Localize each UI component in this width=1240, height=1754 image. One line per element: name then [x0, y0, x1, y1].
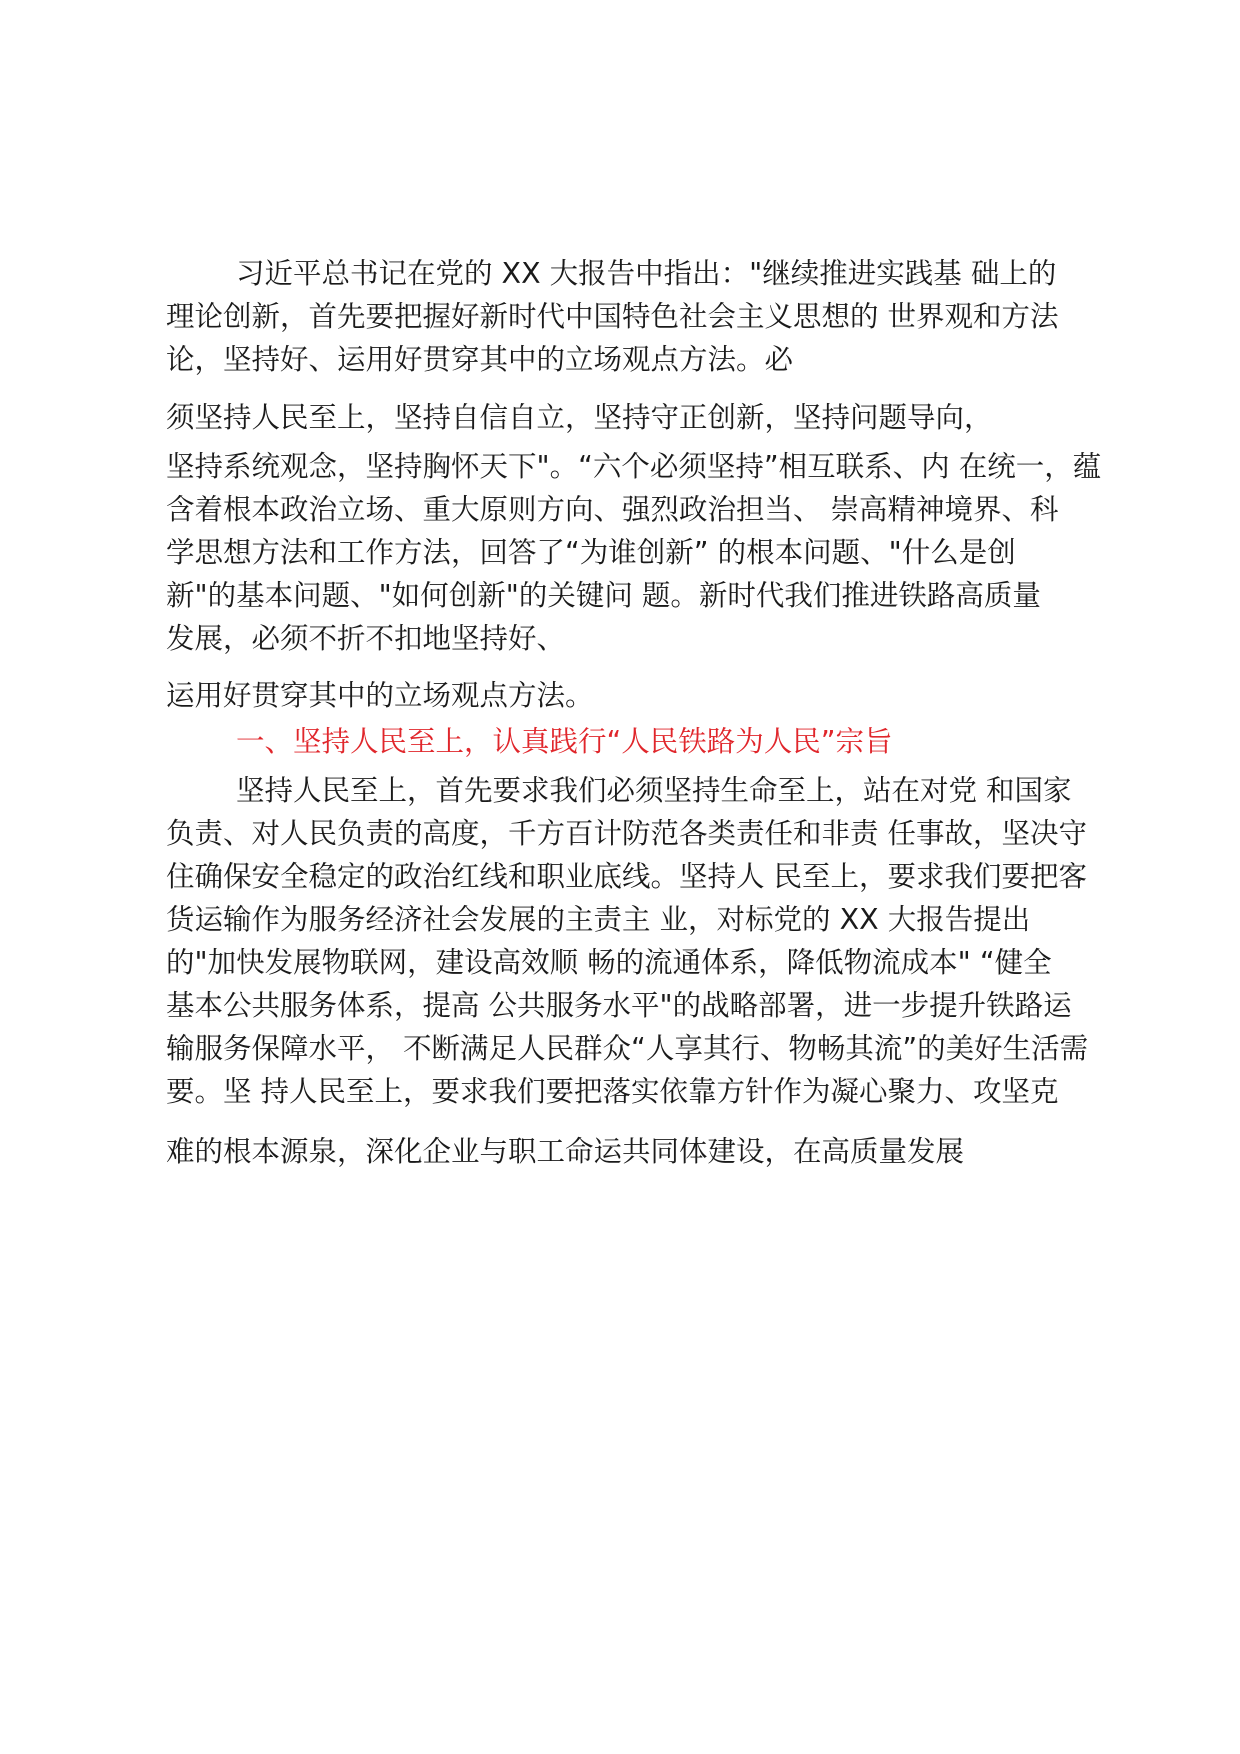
- paragraph-line: 论，坚持好、运用好贯穿其中的立场观点方法。必: [166, 343, 794, 376]
- paragraph-line: 理论创新，首先要把握好新时代中国特色社会主义思想的 世界观和方法: [166, 300, 1059, 333]
- section-heading: 一、坚持人民至上，认真践行“人民铁路为人民”宗旨: [236, 725, 893, 758]
- paragraph-line: 负责、对人民负责的高度，千方百计防范各类责任和非责 任事故，坚决守: [166, 817, 1088, 850]
- paragraph-line: 住确保安全稳定的政治红线和职业底线。坚持人 民至上，要求我们要把客: [166, 860, 1088, 893]
- paragraph-line: 难的根本源泉，深化企业与职工命运共同体建设，在高质量发展: [166, 1135, 965, 1168]
- paragraph-line: 输服务保障水平， 不断满足人民群众“人享其行、物畅其流”的美好生活需: [166, 1032, 1089, 1065]
- paragraph-line: 新"的基本问题、"如何创新"的关键问 题。新时代我们推进铁路高质量: [166, 579, 1041, 612]
- paragraph-line: 学思想方法和工作方法，回答了“为谁创新” 的根本问题、"什么是创: [166, 536, 1016, 569]
- paragraph-line: 坚持人民至上，首先要求我们必须坚持生命至上，站在对党 和国家: [236, 774, 1072, 807]
- paragraph-line: 含着根本政治立场、重大原则方向、强烈政治担当、 崇高精神境界、科: [166, 493, 1059, 526]
- paragraph-line: 习近平总书记在党的 XX 大报告中指出："继续推进实践基 础上的: [236, 257, 1057, 290]
- paragraph-line: 须坚持人民至上，坚持自信自立，坚持守正创新，坚持问题导向，: [166, 401, 993, 434]
- paragraph-line: 坚持系统观念，坚持胸怀天下"。“六个必须坚持”相互联系、内 在统一，蕴: [166, 450, 1102, 483]
- paragraph-line: 要。坚 持人民至上，要求我们要把落实依靠方针作为凝心聚力、攻坚克: [166, 1075, 1059, 1108]
- paragraph-line: 运用好贯穿其中的立场观点方法。: [166, 679, 594, 712]
- paragraph-line: 货运输作为服务经济社会发展的主责主 业，对标党的 XX 大报告提出: [166, 903, 1031, 936]
- paragraph-line: 发展，必须不折不扣地坚持好、: [166, 622, 566, 655]
- paragraph-line: 的"加快发展物联网，建设高效顺 畅的流通体系，降低物流成本" “健全: [166, 946, 1052, 979]
- paragraph-line: 基本公共服务体系，提高 公共服务水平"的战略部署，进一步提升铁路运: [166, 989, 1072, 1022]
